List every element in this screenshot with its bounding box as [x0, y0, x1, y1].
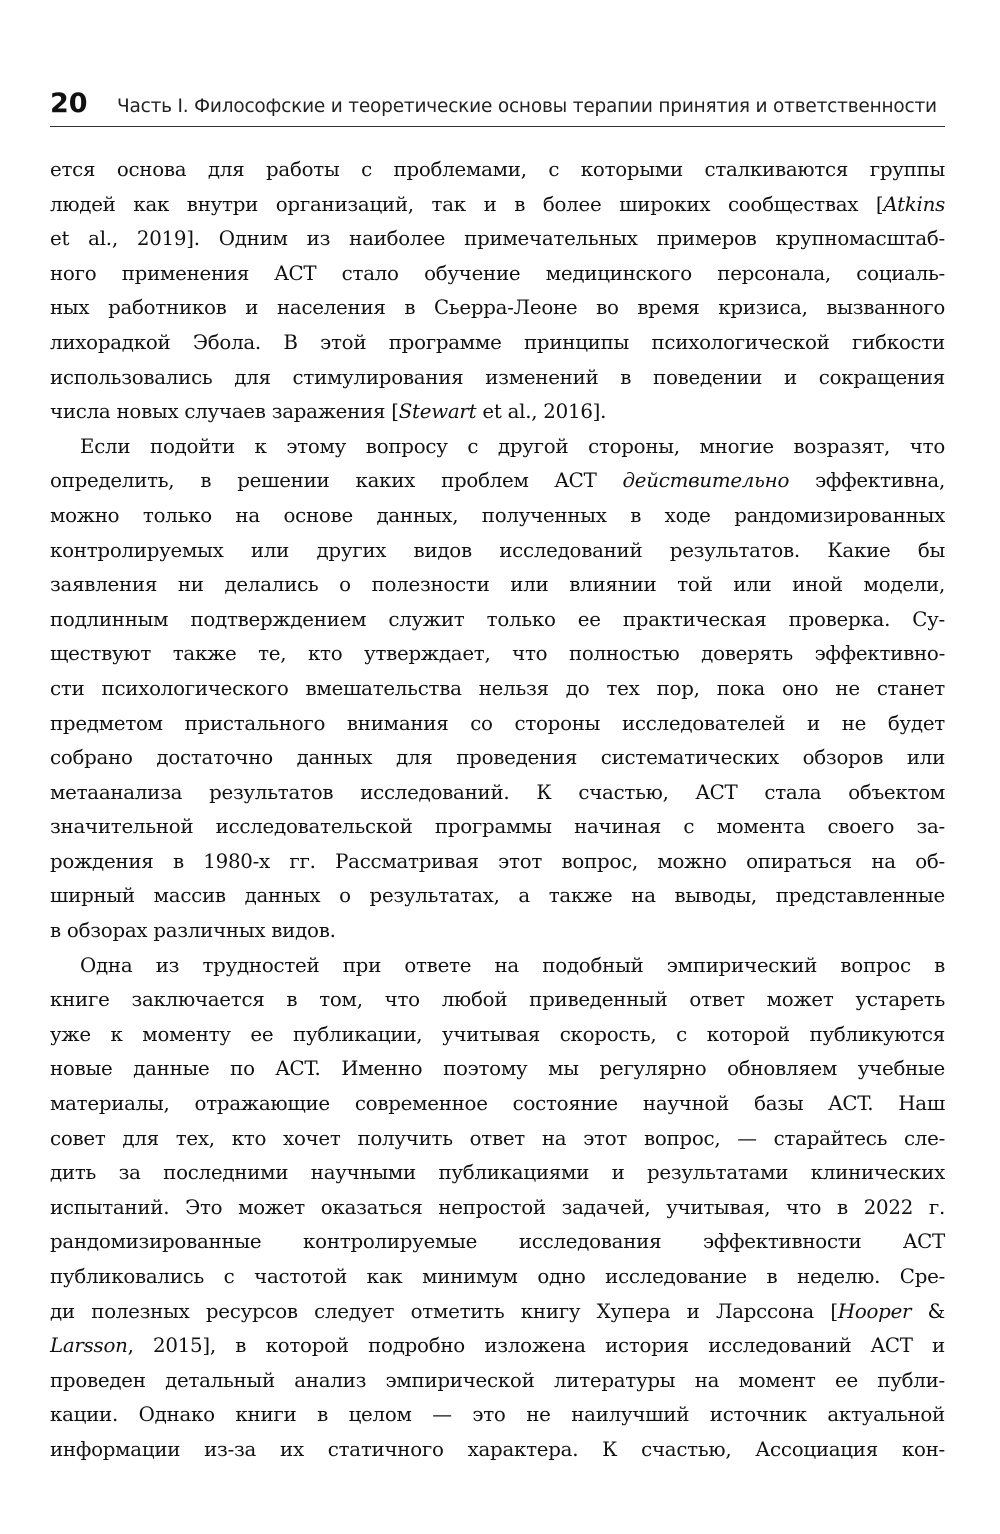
text-line: определить, в решении каких проблем ACT действительно эффективна, — [50, 469, 945, 493]
text-line: Одна из трудностей при ответе на подобный эмпирический вопрос в — [80, 953, 945, 977]
page-number: 20 — [50, 88, 88, 119]
text-line: числа новых случаев заражения [Stewart et al., 2016]. — [50, 400, 607, 424]
text-line: собрано достаточно данных для проведения систематических обзоров или — [50, 746, 945, 770]
text-line: предметом пристального внимания со стороны исследователей и не будет — [50, 711, 945, 735]
text-line: можно только на основе данных, полученных в ходе рандомизированных — [50, 503, 945, 527]
text-line: информации из-за их статичного характера. К счастью, Ассоциация кон- — [50, 1437, 945, 1461]
text-line: рандомизированные контролируемые исследования эффективности ACT — [50, 1230, 945, 1254]
paragraph-1 — [50, 153, 945, 430]
text-line: материалы, отражающие современное состояние научной базы ACT. Наш — [50, 1092, 945, 1116]
body-text — [50, 153, 945, 1468]
text-line: лихорадкой Эбола. В этой программе принципы психологической гибкости — [50, 330, 945, 354]
text-line: подлинным подтверждением служит только ее практическая проверка. Су- — [50, 607, 945, 631]
text-line: et al., 2019]. Одним из наиболее примечательных примеров крупномасштаб- — [50, 227, 945, 251]
running-head — [50, 86, 945, 127]
text-line: в обзорах различных видов. — [50, 919, 336, 943]
text-line: публиковались с частотой как минимум одно исследование в неделю. Сре- — [50, 1265, 945, 1288]
text-line: книге заключается в том, что любой приведенный ответ может устареть — [50, 988, 945, 1012]
text-line: кации. Однако книги в целом — это не наилучший источник актуальной — [50, 1403, 945, 1427]
text-line: метаанализа результатов исследований. К счастью, ACT стала объектом — [50, 780, 945, 804]
text-line: новые данные по ACT. Именно поэтому мы регулярно обновляем учебные — [50, 1057, 945, 1081]
text-line: заявления ни делались о полезности или влиянии той или иной модели, — [50, 573, 945, 597]
running-title: Часть I. Философские и теоретические основы терапии принятия и ответственности — [117, 96, 937, 117]
text-line: проведен детальный анализ эмпирической литературы на момент ее публи- — [50, 1368, 945, 1392]
text-line: дить за последними научными публикациями и результатами клинических — [50, 1161, 945, 1185]
text-line: использовались для стимулирования изменений в поведении и сокращения — [50, 365, 945, 389]
text-line: Larsson, 2015], в которой подробно изложена история исследований ACT и — [50, 1334, 945, 1358]
text-line: людей как внутри организаций, так и в более широких сообществах [Atkins — [50, 192, 945, 216]
text-line: испытаний. Это может оказаться непростой задачей, учитывая, что в 2022 г. — [50, 1195, 945, 1219]
text-line: сти психологического вмешательства нельзя до тех пор, пока оно не станет — [50, 676, 945, 700]
text-line: контролируемых или других видов исследований результатов. Какие бы — [50, 538, 945, 562]
text-line: Если подойти к этому вопросу с другой стороны, многие возразят, что — [80, 434, 945, 458]
text-line: совет для тех, кто хочет получить ответ на этот вопрос, — старайтесь сле- — [50, 1126, 945, 1150]
paragraph-3 — [50, 949, 945, 1468]
text-line: ных работников и населения в Сьерра-Леоне во время кризиса, вызванного — [50, 296, 945, 320]
text-line: ного применения ACT стало обучение медицинского персонала, социаль- — [50, 261, 945, 285]
text-line: уже к моменту ее публикации, учитывая скорость, с которой публикуются — [50, 1022, 945, 1046]
text-line: ди полезных ресурсов следует отметить книгу Хупера и Ларссона [Hooper & — [50, 1299, 946, 1323]
text-line: ществуют также те, кто утверждает, что полностью доверять эффективно- — [50, 642, 945, 666]
text-line: ширный массив данных о результатах, а также на выводы, представленные — [50, 884, 945, 908]
paragraph-2 — [50, 430, 945, 949]
text-line: значительной исследовательской программы начиная с момента своего за- — [50, 815, 945, 839]
text-line: рождения в 1980-х гг. Рассматривая этот вопрос, можно опираться на об- — [50, 849, 945, 873]
text-line: ется основа для работы с проблемами, с которыми сталкиваются группы — [50, 158, 945, 181]
